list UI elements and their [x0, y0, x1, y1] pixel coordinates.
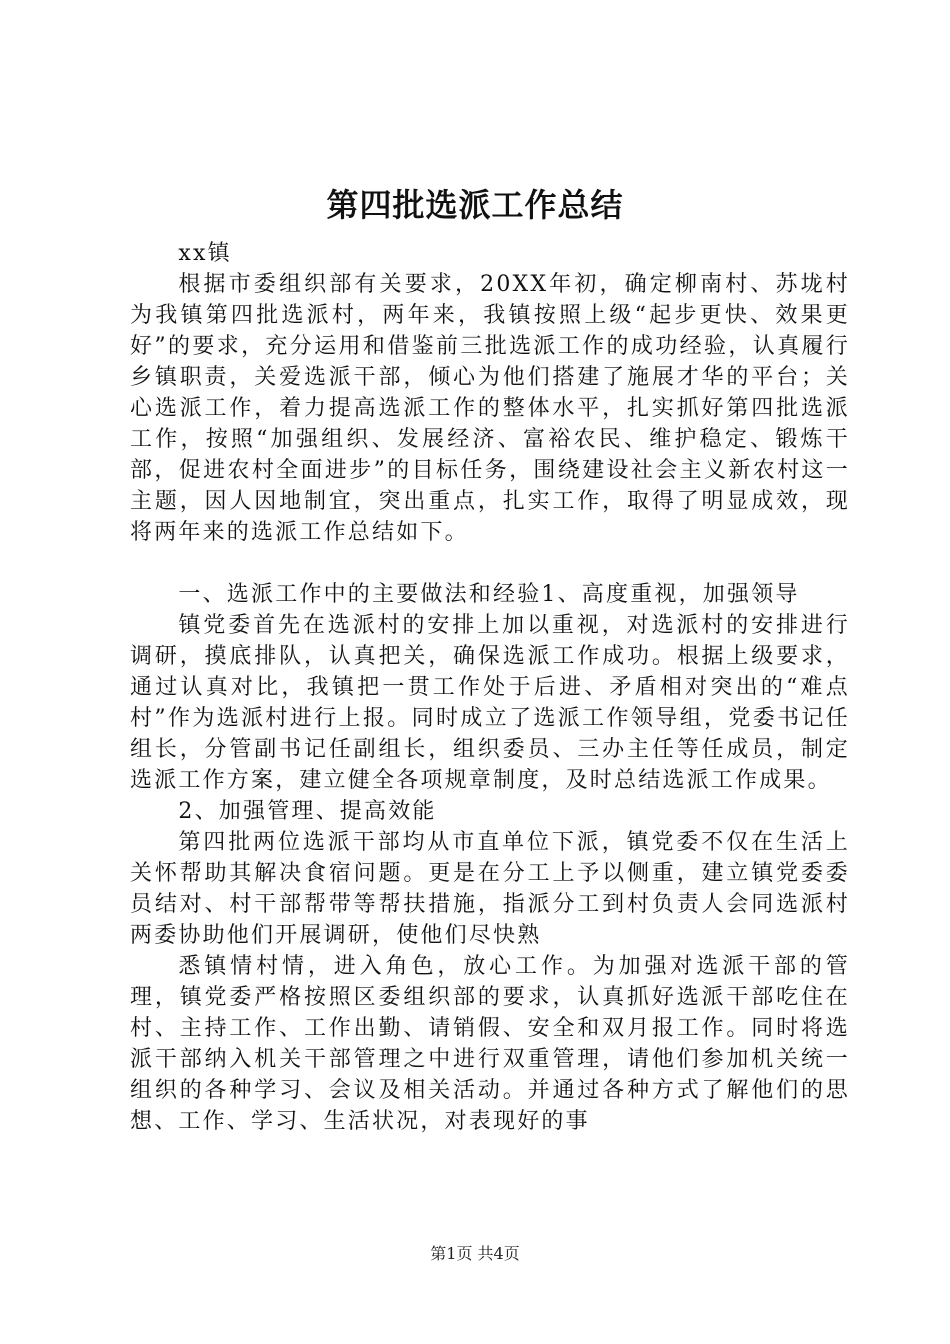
- paragraph-section-2b: 悉镇情村情，进入角色，放心工作。为加强对选派干部的管理，镇党委严格按照区委组织部的要求，认真抓好选派干部吃住在村、主持工作、工作出勤、请销假、安全和双月报工作。同时将选派干部纳入机关干部管理之中进行双重管理，请他们参加机关统一组织的各种学习、会议及相关活动。并通过各种方式了解他们的思想、工作、学习、生活状况，对表现好的事: [130, 954, 850, 1134]
- paragraph-intro: 根据市委组织部有关要求，20XX年初，确定柳南村、苏垅村为我镇第四批选派村，两年来，我镇按照上级“起步更快、效果更好”的要求，充分运用和借鉴前三批选派工作的成功经验，认真履行乡镇职责，关爱选派干部，倾心为他们搭建了施展才华的平台；关心选派工作，着力提高选派工作的整体水平，扎实抓好第四批选派工作，按照“加强组织、发展经济、富裕农民、维护稳定、锻炼干部，促进农村全面进步”的目标任务，围绕建设社会主义新农村这一主题，因人因地制宜，突出重点，扎实工作，取得了明显成效，现将两年来的选派工作总结如下。: [130, 272, 850, 545]
- page-footer: 第1页 共4页: [430, 1244, 520, 1263]
- section-heading-1: 一、选派工作中的主要做法和经验1、高度重视，加强领导: [178, 582, 800, 607]
- document-title: 第四批选派工作总结: [326, 186, 624, 224]
- paragraph-section-1: 镇党委首先在选派村的安排上加以重视，对选派村的安排进行调研，摸底排队，认真把关，确保选派工作成功。根据上级要求，通过认真对比，我镇把一贯工作处于后进、矛盾相对突出的“难点村”作为选派村进行上报。同时成立了选派工作领导组，党委书记任组长，分管副书记任副组长，组织委员、三办主任等任成员，制定选派工作方案，建立健全各项规章制度，及时总结选派工作成果。: [130, 613, 850, 793]
- author-line: xx镇: [178, 241, 232, 266]
- section-heading-2: 2、加强管理、提高效能: [178, 799, 437, 824]
- paragraph-section-2a: 第四批两位选派干部均从市直单位下派，镇党委不仅在生活上关怀帮助其解决食宿问题。更是在分工上予以侧重，建立镇党委委员结对、村干部帮带等帮扶措施，指派分工到村负责人会同选派村两委协助他们开展调研，使他们尽快熟: [130, 830, 850, 948]
- document-body: [130, 238, 850, 1137]
